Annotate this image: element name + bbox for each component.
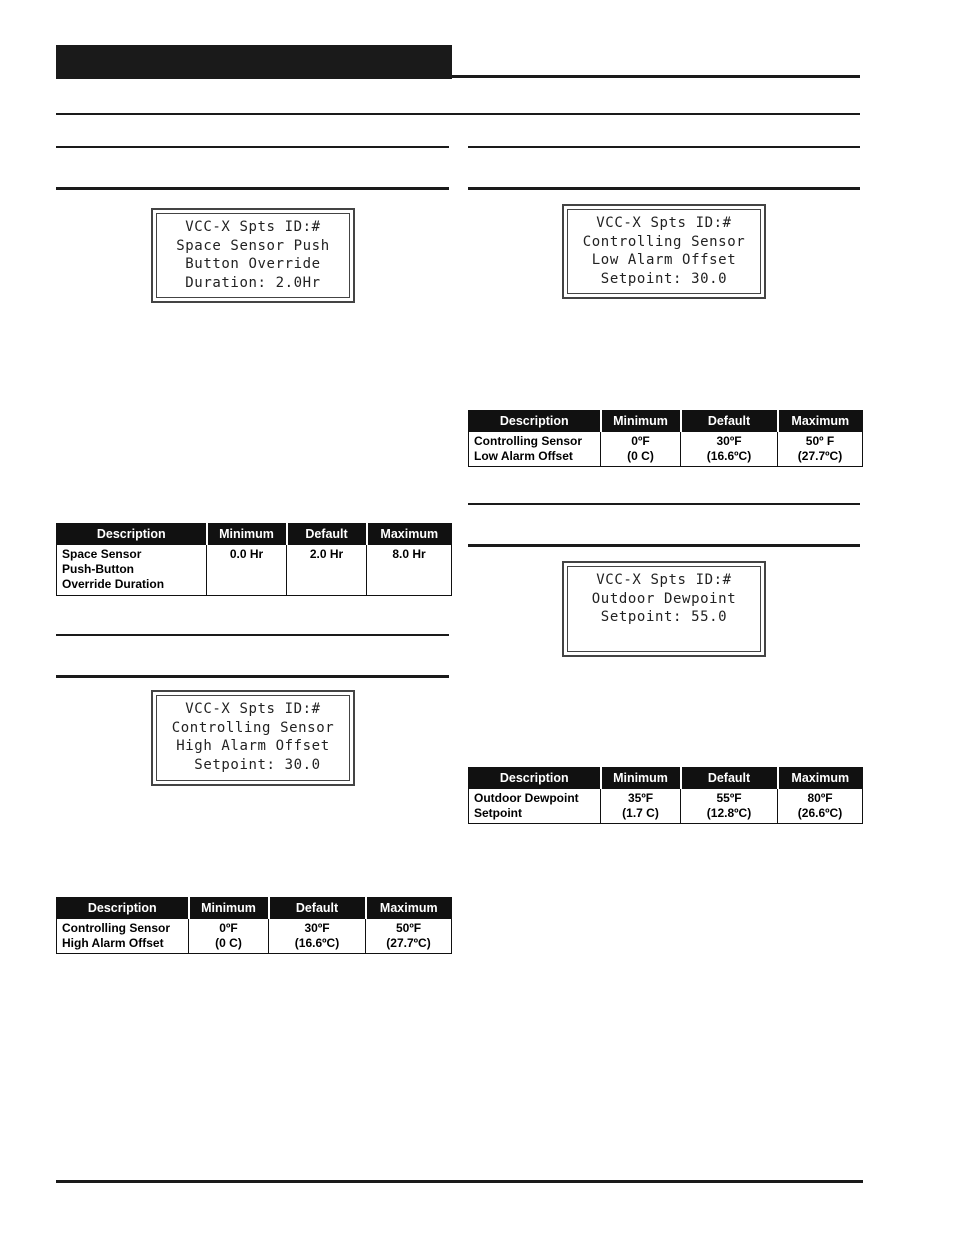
right-section1-bottom-rule	[468, 187, 860, 190]
cell-line: (27.7ºC)	[386, 936, 431, 950]
table-header-row	[57, 524, 452, 545]
cell-line: (1.7 C)	[622, 806, 659, 820]
cell-line: 0ºF	[631, 434, 650, 448]
table-row	[469, 789, 863, 824]
lcd-line: High Alarm Offset	[176, 738, 330, 755]
cell-line: 2.0 Hr	[309, 547, 344, 561]
cell-line: 30ºF	[304, 921, 330, 935]
lcd-line: Low Alarm Offset	[591, 252, 737, 269]
col-header-description: Description	[469, 411, 601, 432]
spec-table-high-alarm-offset	[56, 897, 452, 954]
col-header-minimum: Minimum	[189, 898, 269, 919]
cell-default	[681, 789, 778, 824]
col-header-maximum: Maximum	[367, 524, 452, 545]
header-rule	[452, 75, 860, 78]
lcd-text	[564, 214, 764, 289]
cell-default	[681, 432, 778, 467]
col-header-maximum: Maximum	[778, 411, 863, 432]
lcd-line: Controlling Sensor	[171, 719, 335, 736]
table-header-row	[469, 768, 863, 789]
col-header-maximum: Maximum	[778, 768, 863, 789]
cell-line: Controlling Sensor	[62, 921, 170, 935]
cell-default	[269, 919, 366, 954]
col-header-minimum: Minimum	[601, 768, 681, 789]
lcd-text	[153, 700, 353, 775]
table-header-row	[469, 411, 863, 432]
cell-line: (27.7ºC)	[797, 449, 843, 463]
left-section2-bottom-rule	[56, 675, 449, 678]
col-header-default: Default	[681, 768, 778, 789]
cell-maximum	[366, 919, 452, 954]
lcd-line: Duration: 2.0Hr	[185, 275, 321, 292]
left-section1-bottom-rule	[56, 187, 449, 190]
cell-line: 8.0 Hr	[392, 547, 426, 561]
cell-line: Override Duration	[62, 577, 165, 591]
col-header-minimum: Minimum	[601, 411, 681, 432]
cell-line: (0 C)	[627, 449, 654, 463]
cell-line: (12.8ºC)	[706, 806, 752, 820]
cell-minimum	[601, 432, 681, 467]
cell-line: 0ºF	[219, 921, 238, 935]
spec-table-push-button-override	[56, 523, 452, 596]
lcd-line: Setpoint: 55.0	[600, 609, 728, 626]
lcd-line: Setpoint: 30.0	[185, 757, 321, 774]
cell-line: 35ºF	[627, 791, 654, 805]
lcd-line: VCC-X Spts ID:#	[596, 572, 732, 588]
cell-line: 30ºF	[716, 434, 742, 448]
cell-line: Push-Button	[62, 562, 134, 576]
page-top-rule	[56, 113, 860, 115]
cell-description	[57, 545, 207, 596]
col-header-minimum: Minimum	[207, 524, 287, 545]
col-header-default: Default	[681, 411, 778, 432]
table-header-row	[57, 898, 452, 919]
lcd-line: Space Sensor Push	[176, 237, 330, 254]
cell-line: Controlling Sensor	[474, 434, 582, 448]
cell-line: (16.6ºC)	[294, 936, 340, 950]
table-row	[57, 919, 452, 954]
cell-line: 50ºF	[395, 921, 422, 935]
col-header-default: Default	[269, 898, 366, 919]
lcd-text	[153, 218, 353, 293]
cell-minimum	[207, 545, 287, 596]
lcd-line: VCC-X Spts ID:#	[596, 215, 732, 231]
cell-line: (26.6ºC)	[797, 806, 843, 820]
cell-minimum	[189, 919, 269, 954]
cell-line: 0.0 Hr	[229, 547, 264, 561]
right-section2-bottom-rule	[468, 544, 860, 547]
footer-rule	[56, 1180, 863, 1183]
right-section2-top-rule	[468, 503, 860, 505]
cell-default	[287, 545, 367, 596]
cell-line: (16.6ºC)	[706, 449, 752, 463]
col-header-description: Description	[57, 524, 207, 545]
lcd-display-outdoor-dewpoint	[562, 561, 766, 657]
lcd-text	[564, 571, 764, 627]
cell-line: High Alarm Offset	[62, 936, 164, 950]
table-row	[57, 545, 452, 596]
lcd-line: Setpoint: 30.0	[600, 271, 728, 288]
lcd-line: VCC-X Spts ID:#	[185, 219, 321, 235]
lcd-line: Button Override	[185, 256, 321, 273]
cell-line: 50º F	[805, 434, 835, 448]
cell-line: Setpoint	[474, 806, 522, 820]
cell-line: Outdoor Dewpoint	[474, 791, 579, 805]
cell-line: Low Alarm Offset	[474, 449, 573, 463]
cell-maximum	[778, 432, 863, 467]
cell-minimum	[601, 789, 681, 824]
left-section1-top-rule	[56, 146, 449, 148]
header-black-bar	[56, 45, 452, 79]
table-row	[469, 432, 863, 467]
lcd-line: Controlling Sensor	[582, 233, 746, 250]
cell-line: (0 C)	[215, 936, 242, 950]
spec-table-low-alarm-offset	[468, 410, 863, 467]
cell-description	[57, 919, 189, 954]
cell-maximum	[367, 545, 452, 596]
lcd-display-high-alarm-offset	[151, 690, 355, 786]
lcd-display-push-button-override	[151, 208, 355, 303]
spec-table-outdoor-dewpoint	[468, 767, 863, 824]
lcd-line: VCC-X Spts ID:#	[185, 701, 321, 717]
cell-description	[469, 789, 601, 824]
lcd-line: Outdoor Dewpoint	[591, 590, 737, 607]
lcd-display-low-alarm-offset	[562, 204, 766, 299]
cell-line: 55ºF	[716, 791, 742, 805]
right-section1-top-rule	[468, 146, 860, 148]
col-header-description: Description	[469, 768, 601, 789]
cell-description	[469, 432, 601, 467]
col-header-default: Default	[287, 524, 367, 545]
col-header-description: Description	[57, 898, 189, 919]
cell-maximum	[778, 789, 863, 824]
cell-line: Space Sensor	[62, 547, 142, 561]
left-section2-top-rule	[56, 634, 449, 636]
cell-line: 80ºF	[807, 791, 833, 805]
col-header-maximum: Maximum	[366, 898, 452, 919]
